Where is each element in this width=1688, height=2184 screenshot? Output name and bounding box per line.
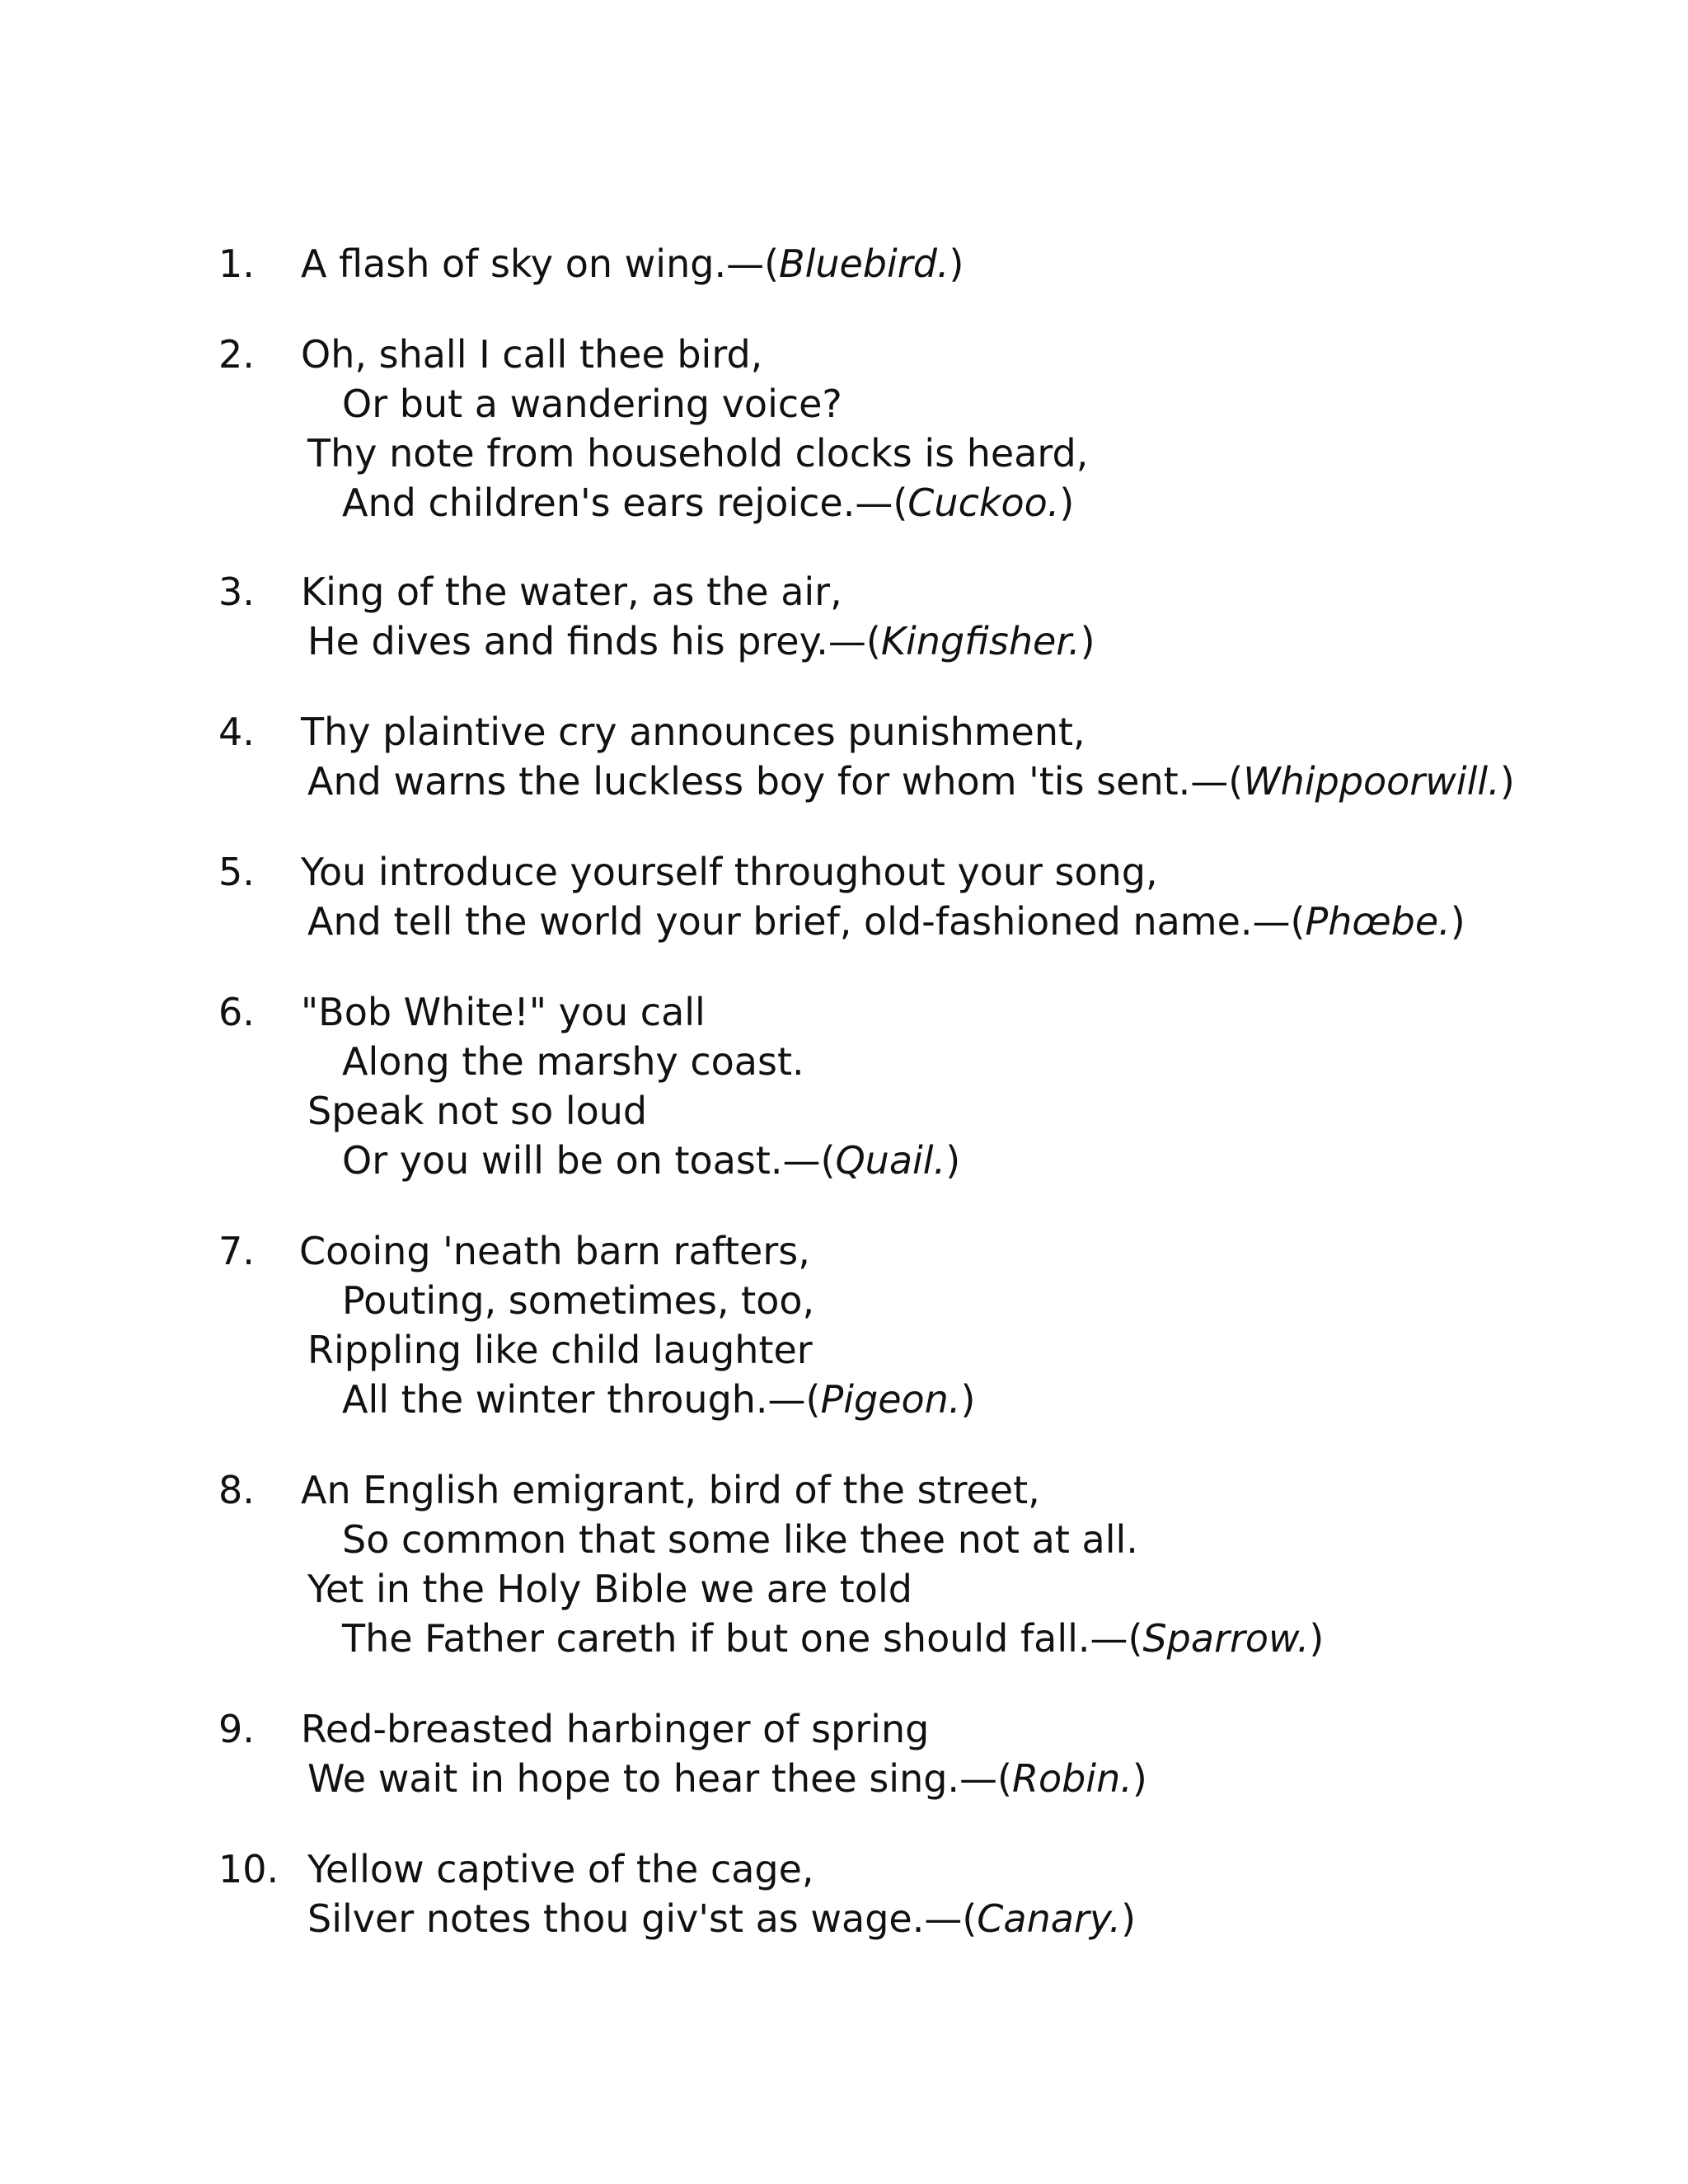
riddle-1 [218, 239, 1620, 288]
riddle-line: An English emigrant, bird of the street, [301, 1468, 1040, 1512]
riddle-number: 1. [218, 241, 255, 286]
riddle-6 [218, 987, 1620, 1185]
riddle-3 [218, 567, 1620, 666]
riddle-line: Yellow captive of the cage, [307, 1847, 814, 1891]
riddle-answer: Kingfisher. [880, 619, 1081, 663]
riddle-line: Thy plaintive cry announces punishment, [301, 710, 1085, 754]
riddle-line: The Father careth if but one should fall.—(Sparrow.) [342, 1616, 1325, 1661]
riddle-7 [218, 1226, 1620, 1424]
riddle-4 [218, 707, 1620, 806]
riddle-number: 10. [218, 1847, 279, 1891]
riddle-line: And children's ears rejoice.—(Cuckoo.) [342, 480, 1075, 525]
riddle-line: So common that some like thee not at all. [342, 1517, 1138, 1562]
riddle-number: 4. [218, 710, 255, 754]
riddle-line: Pouting, sometimes, too, [342, 1278, 815, 1323]
riddle-line: Thy note from household clocks is heard, [307, 431, 1089, 476]
riddle-line: You introduce yourself throughout your song, [301, 850, 1158, 894]
riddle-line: King of the water, as the air, [301, 569, 842, 614]
riddle-answer: Pigeon. [820, 1377, 961, 1422]
riddle-number: 5. [218, 850, 255, 894]
riddle-answer: Canary. [977, 1896, 1122, 1941]
riddle-line: A flash of sky on wing.—(Bluebird.) [301, 241, 964, 286]
riddle-line: "Bob White!" you call [301, 990, 706, 1034]
riddle-2 [218, 330, 1620, 527]
riddle-line: He dives and finds his prey.—(Kingfisher.) [307, 619, 1095, 663]
riddle-number: 8. [218, 1468, 255, 1512]
riddle-line: Yet in the Holy Bible we are told [307, 1567, 912, 1611]
riddle-10 [218, 1844, 1620, 1943]
riddle-line: And warns the luckless boy for whom 'tis sent.—(Whippoorwill.) [307, 759, 1515, 804]
riddle-5 [218, 847, 1620, 946]
riddle-line: And tell the world your brief, old-fashioned name.—(Phœbe.) [307, 899, 1465, 944]
riddle-line: Oh, shall I call thee bird, [301, 332, 763, 377]
riddle-number: 6. [218, 990, 255, 1034]
riddle-line: Rippling like child laughter [307, 1328, 813, 1372]
riddle-line: We wait in hope to hear thee sing.—(Robin.) [307, 1756, 1147, 1801]
riddle-line: Silver notes thou giv'st as wage.—(Canary.) [307, 1896, 1137, 1941]
riddle-answer: Sparrow. [1142, 1616, 1310, 1661]
riddle-number: 7. [218, 1229, 255, 1273]
riddle-number: 9. [218, 1707, 255, 1751]
riddle-line: Or but a wandering voice? [342, 382, 842, 426]
riddle-8 [218, 1465, 1620, 1663]
riddle-9 [218, 1704, 1620, 1803]
riddle-number: 2. [218, 332, 255, 377]
riddle-line: All the winter through.—(Pigeon.) [342, 1377, 976, 1422]
riddle-number: 3. [218, 569, 255, 614]
riddle-line: Or you will be on toast.—(Quail.) [342, 1138, 961, 1183]
riddle-line: Red-breasted harbinger of spring [301, 1707, 930, 1751]
riddle-answer: Whippoorwill. [1243, 759, 1500, 804]
riddle-answer: Quail. [835, 1138, 946, 1183]
riddle-answer: Phœbe. [1305, 899, 1451, 944]
riddle-line: Along the marshy coast. [342, 1039, 804, 1084]
riddle-answer: Cuckoo. [907, 480, 1060, 525]
riddle-answer: Robin. [1012, 1756, 1132, 1801]
riddle-answer: Bluebird. [779, 241, 950, 286]
riddle-line: Speak not so loud [307, 1089, 648, 1133]
riddle-line: Cooing 'neath barn rafters, [299, 1229, 810, 1273]
